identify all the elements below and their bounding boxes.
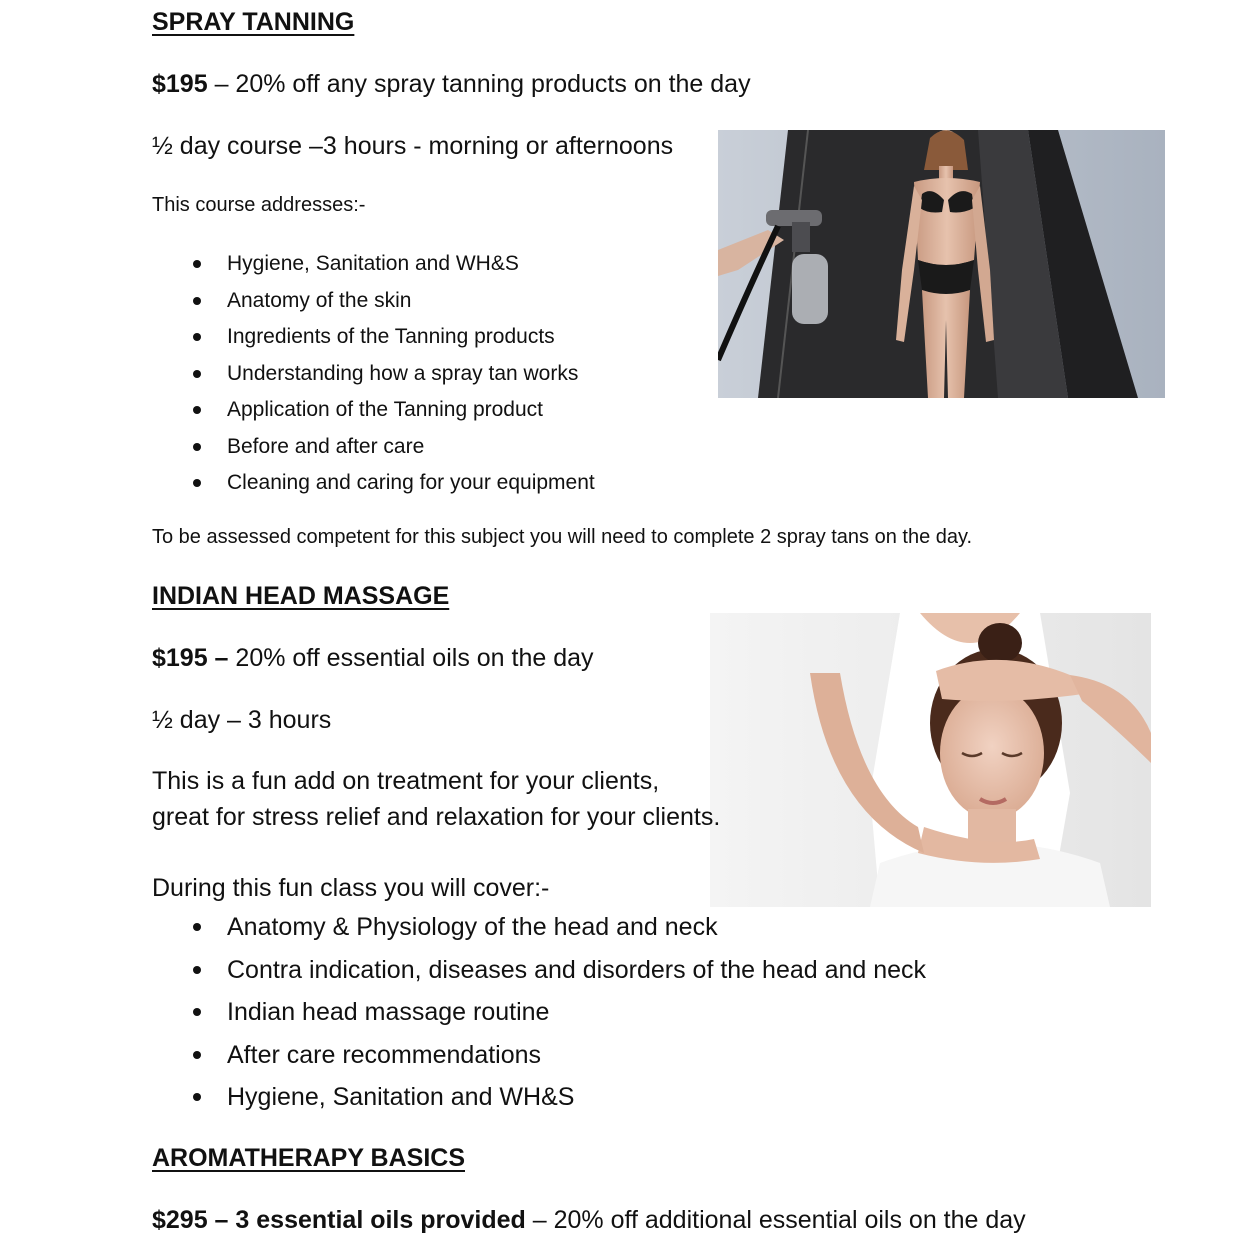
list-item: Application of the Tanning product	[152, 392, 595, 429]
list-item: Indian head massage routine	[152, 991, 926, 1034]
list-item: Hygiene, Sanitation and WH&S	[152, 246, 595, 283]
aromatherapy-price: $295 – 3 essential oils provided	[152, 1206, 526, 1234]
aromatherapy-offer: – 20% off additional essential oils on the day	[525, 1206, 1026, 1234]
list-item: Hygiene, Sanitation and WH&S	[152, 1076, 926, 1119]
head-massage-illustration	[710, 613, 1151, 907]
indian-head-massage-intro: During this fun class you will cover:-	[152, 874, 550, 902]
indian-head-massage-duration: ½ day – 3 hours	[152, 706, 332, 734]
list-item: After care recommendations	[152, 1034, 926, 1077]
indian-head-massage-description-2: great for stress relief and relaxation for your clients.	[152, 803, 721, 831]
indian-head-massage-topics	[152, 906, 926, 1119]
spray-tanning-offer: – 20% off any spray tanning products on the day	[207, 70, 751, 98]
spray-tanning-photo	[718, 130, 1165, 398]
list-item: Understanding how a spray tan works	[152, 356, 595, 393]
aromatherapy-price-line	[152, 1206, 1026, 1235]
aromatherapy-heading: AROMATHERAPY BASICS	[152, 1144, 465, 1172]
list-item: Ingredients of the Tanning products	[152, 319, 595, 356]
indian-head-massage-description-1: This is a fun add on treatment for your clients,	[152, 767, 660, 795]
spray-tan-booth-illustration	[718, 130, 1165, 398]
list-item: Before and after care	[152, 429, 595, 466]
indian-head-massage-heading: INDIAN HEAD MASSAGE	[152, 582, 450, 610]
spray-tanning-duration: ½ day course –3 hours - morning or afternoons	[152, 132, 674, 160]
spray-tanning-price-line	[152, 70, 751, 99]
list-item: Cleaning and caring for your equipment	[152, 465, 595, 502]
spray-tanning-price: $195	[152, 70, 208, 98]
list-item: Contra indication, diseases and disorders of the head and neck	[152, 949, 926, 992]
indian-head-massage-price-line	[152, 644, 594, 673]
spray-tanning-intro: This course addresses:-	[152, 194, 366, 216]
indian-head-massage-offer: 20% off essential oils on the day	[228, 644, 594, 672]
head-massage-photo	[710, 613, 1151, 907]
spray-tanning-topics	[152, 246, 595, 502]
list-item: Anatomy of the skin	[152, 283, 595, 320]
indian-head-massage-price: $195 –	[152, 644, 229, 672]
spray-tanning-heading: SPRAY TANNING	[152, 8, 355, 36]
list-item: Anatomy & Physiology of the head and neck	[152, 906, 926, 949]
spray-tanning-assessment: To be assessed competent for this subject you will need to complete 2 spray tans on the day.	[152, 526, 973, 548]
